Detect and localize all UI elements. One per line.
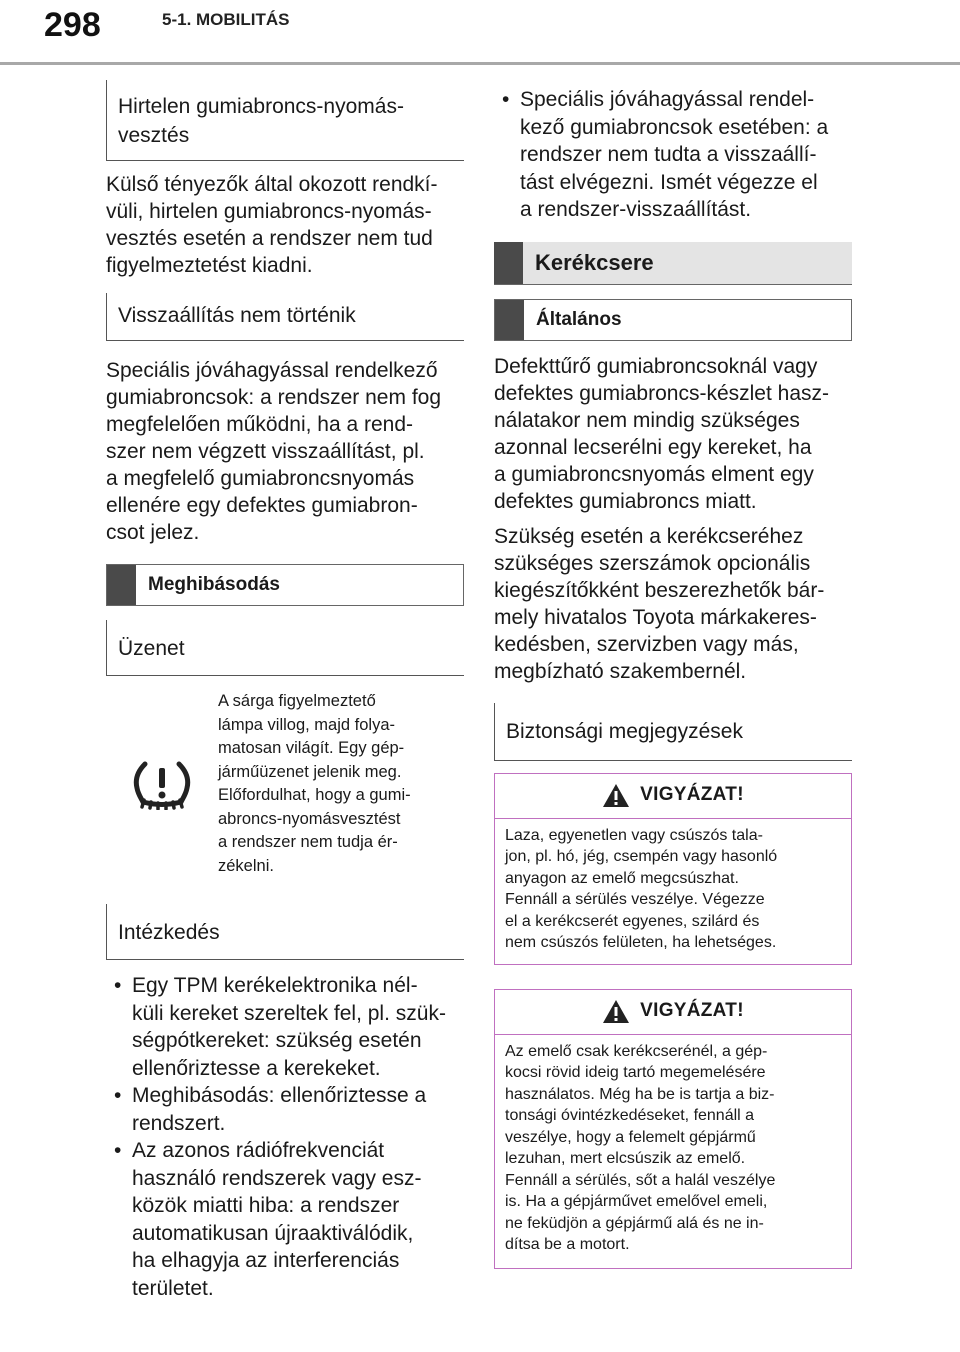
message-row <box>106 676 464 896</box>
paragraph-sudden-loss: Külső tényezők által okozott rendkí- vüli, hirtelen gumiabroncs-nyomás- vesztés esetén a rendszer nem tud figyelmeztetést kiadni. <box>106 173 438 277</box>
paragraph-no-reset: Speciális jóváhagyással rendelkező gumiabroncsok: a rendszer nem fog megfelelően működni, ha a rend- szer nem végzett visszaállítást, pl. a megfelelő gumiabroncsnyomás ellenére egy defektes gumiabron- csot jelez. <box>106 359 442 544</box>
section-bar-malfunction <box>106 564 464 606</box>
tire-pressure-warning-icon <box>106 758 218 810</box>
list-item: • Egy TPM kerékelektronika nél- küli kereket szereltek fel, pl. szük- ségpótkereket: szükség esetén ellenőriztesse a kerekeket. <box>106 972 464 1082</box>
reset-note-list <box>494 86 852 224</box>
warning-triangle-icon <box>602 783 630 808</box>
page-number: 298 <box>44 6 101 44</box>
bar-marker <box>107 565 136 605</box>
warning-header <box>495 990 851 1035</box>
section-bar-general <box>494 299 852 341</box>
subheading-sudden-loss: Hirtelen gumiabroncs-nyomás- vesztés <box>106 80 464 161</box>
paragraph-general-1: Defekttűrő gumiabroncsoknál vagy defektes gumiabroncs-készlet hasz- nálatakor nem mindig szükséges azonnal lecserélni egy kereket, ha a gumiabroncsnyomás elment egy defektes gumiabroncs miatt. <box>494 354 829 513</box>
header-rule <box>0 62 960 65</box>
subheading-message: Üzenet <box>106 620 464 676</box>
right-column <box>494 86 852 1269</box>
warning-text: Laza, egyenetlen vagy csúszós tala- jon, pl. hó, jég, csempén vagy hasonló anyagon az emelő megcsúszhat. Fennáll a sérülés veszélye. Végezze el a kerékcserét egyenes, szilárd és nem csúszós felületen, ha lehetséges. <box>505 826 778 951</box>
list-item: • Meghibásodás: ellenőriztesse a rendszert. <box>106 1082 464 1137</box>
subheading-action: Intézkedés <box>106 904 464 960</box>
bar-marker <box>495 300 524 340</box>
warning-header <box>495 774 851 819</box>
section-bar-wheel-change <box>494 242 852 285</box>
action-list <box>106 972 464 1302</box>
paragraph-general-2: Szükség esetén a kerékcseréhez szükséges szerszámok opcionális kiegészítőkként beszerezhetők bár- mely hivatalos Toyota márkakeres- kedésben, szervizben vagy más, megbízható szakembernél. <box>494 524 825 683</box>
list-item: • Az azonos rádiófrekvenciát használó rendszerek vagy esz- közök miatti hiba: a rendszer automatikusan újraaktiválódik, ha elhagyja az interferenciás területet. <box>106 1137 464 1302</box>
warning-box <box>494 773 852 965</box>
section-bar-label: Kerékcsere <box>535 249 654 275</box>
section-bar-label: Általános <box>536 308 622 330</box>
left-column <box>106 80 464 1302</box>
message-description: A sárga figyelmeztető lámpa villog, majd folya- matosan világít. Egy gép- járműüzenet jelenik meg. Előfordulhat, hogy a gumi- abroncs-nyomásvesztést a rendszer nem tudja ér- zékelni. <box>218 692 411 875</box>
section-title: 5-1. MOBILITÁS <box>162 10 290 29</box>
subheading-no-reset: Visszaállítás nem történik <box>106 293 464 341</box>
warning-title: VIGYÁZAT! <box>640 784 744 805</box>
warning-text: Az emelő csak kerékcserénél, a gép- kocsi rövid ideig tartó megemelésére használatos. Még ha be is tartja a biz- tonsági óvintézkedéseket, fennáll a veszélye, hogy a felemelt gépjármű lezuhan, mert elcsúszik az emelő. Fennáll a sérülés, sőt a halál veszélye is. Ha a gépjárművet emelővel emeli, ne feküdjön a gépjármű alá és ne in- dítsa be a motort. <box>505 1042 776 1253</box>
warning-title: VIGYÁZAT! <box>640 1000 744 1021</box>
subheading-safety: Biztonsági megjegyzések <box>494 703 852 761</box>
bar-marker <box>494 242 523 284</box>
warning-box <box>494 989 852 1269</box>
list-item: • Speciális jóváhagyással rendel- kező gumiabroncsok esetében: a rendszer nem tudta a visszaállí- tást elvégezni. Ismét végezze el a rendszer-visszaállítást. <box>494 86 852 224</box>
warning-triangle-icon <box>602 999 630 1024</box>
section-bar-label: Meghibásodás <box>148 574 280 595</box>
